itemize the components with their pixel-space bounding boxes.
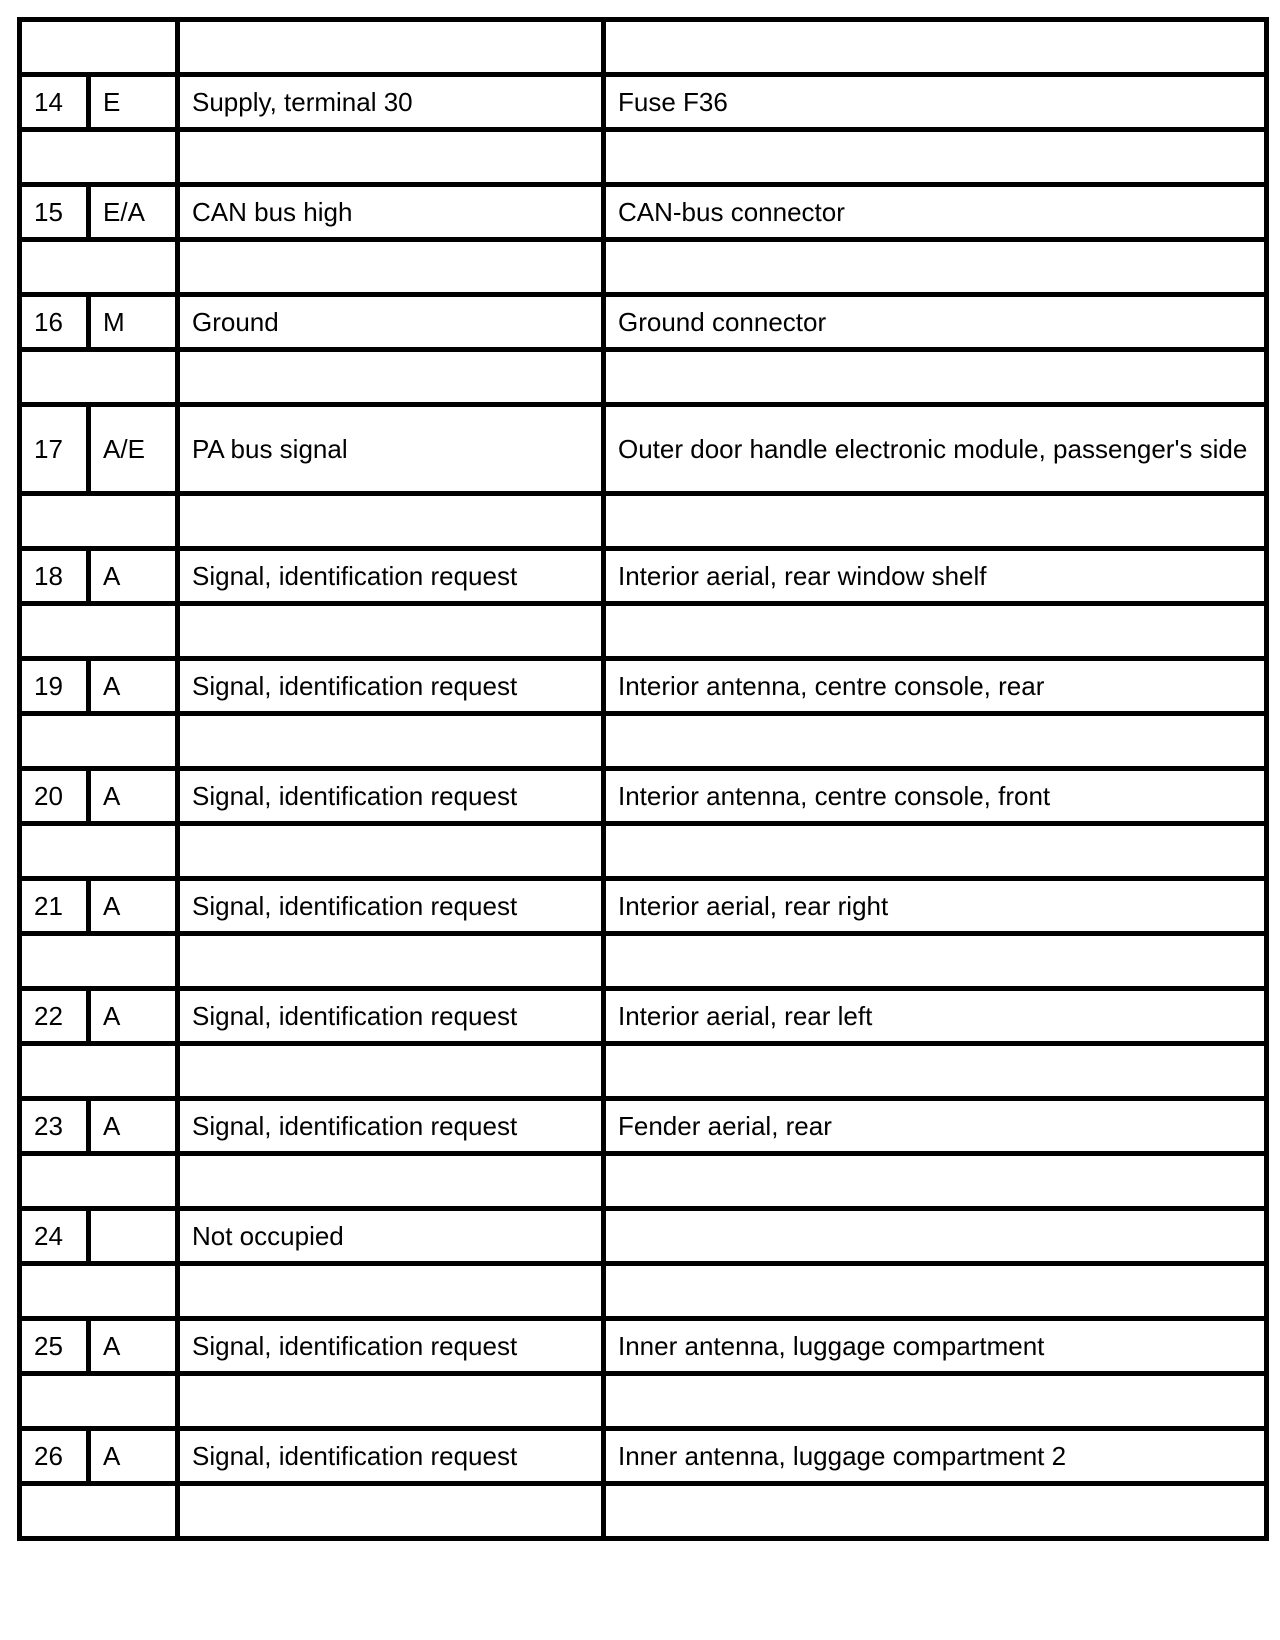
table-row — [20, 295, 1267, 350]
signal-function: Signal, identification request — [178, 989, 604, 1044]
spacer-cell — [604, 1484, 1267, 1539]
spacer-cell — [20, 1154, 178, 1209]
pin-number: 26 — [20, 1429, 89, 1484]
spacer-cell — [178, 350, 604, 405]
spacer-cell — [604, 1374, 1267, 1429]
spacer-cell — [178, 1484, 604, 1539]
spacer-cell — [604, 604, 1267, 659]
pin-number: 22 — [20, 989, 89, 1044]
spacer-row — [20, 604, 1267, 659]
table-row — [20, 1429, 1267, 1484]
spacer-cell — [178, 20, 604, 75]
table-row — [20, 75, 1267, 130]
spacer-row — [20, 130, 1267, 185]
signal-function: Signal, identification request — [178, 1429, 604, 1484]
spacer-cell — [604, 824, 1267, 879]
spacer-row — [20, 714, 1267, 769]
signal-direction: A — [89, 659, 178, 714]
signal-function: Signal, identification request — [178, 1099, 604, 1154]
signal-direction: A — [89, 1099, 178, 1154]
signal-function: Signal, identification request — [178, 879, 604, 934]
spacer-row — [20, 240, 1267, 295]
spacer-cell — [20, 604, 178, 659]
spacer-cell — [178, 824, 604, 879]
spacer-cell — [178, 1154, 604, 1209]
table-row — [20, 1319, 1267, 1374]
signal-function: PA bus signal — [178, 405, 604, 494]
pin-number: 18 — [20, 549, 89, 604]
spacer-cell — [20, 240, 178, 295]
table-row — [20, 1209, 1267, 1264]
spacer-cell — [20, 130, 178, 185]
signal-function: Signal, identification request — [178, 1319, 604, 1374]
signal-direction: M — [89, 295, 178, 350]
table-row — [20, 659, 1267, 714]
spacer-row — [20, 934, 1267, 989]
signal-direction: A — [89, 549, 178, 604]
signal-direction — [89, 1209, 178, 1264]
spacer-cell — [20, 714, 178, 769]
signal-function: Supply, terminal 30 — [178, 75, 604, 130]
spacer-row — [20, 20, 1267, 75]
spacer-cell — [604, 20, 1267, 75]
spacer-cell — [178, 494, 604, 549]
spacer-row — [20, 1484, 1267, 1539]
connected-to: Inner antenna, luggage compartment 2 — [604, 1429, 1267, 1484]
pin-number: 21 — [20, 879, 89, 934]
connected-to: Interior aerial, rear right — [604, 879, 1267, 934]
spacer-cell — [178, 240, 604, 295]
connected-to — [604, 1209, 1267, 1264]
pin-assignment-table — [17, 17, 1269, 1541]
spacer-cell — [20, 1264, 178, 1319]
connected-to: Inner antenna, luggage compartment — [604, 1319, 1267, 1374]
connected-to: Interior aerial, rear window shelf — [604, 549, 1267, 604]
spacer-cell — [20, 934, 178, 989]
spacer-row — [20, 494, 1267, 549]
spacer-cell — [604, 240, 1267, 295]
signal-function: Signal, identification request — [178, 659, 604, 714]
spacer-row — [20, 1374, 1267, 1429]
spacer-cell — [178, 604, 604, 659]
spacer-cell — [604, 130, 1267, 185]
spacer-cell — [604, 1264, 1267, 1319]
spacer-cell — [20, 824, 178, 879]
spacer-cell — [604, 1154, 1267, 1209]
spacer-cell — [178, 1264, 604, 1319]
table-row — [20, 405, 1267, 494]
signal-direction: A — [89, 769, 178, 824]
spacer-cell — [178, 1374, 604, 1429]
spacer-row — [20, 350, 1267, 405]
spacer-cell — [20, 20, 178, 75]
pin-number: 25 — [20, 1319, 89, 1374]
spacer-cell — [604, 714, 1267, 769]
connected-to: Interior antenna, centre console, rear — [604, 659, 1267, 714]
spacer-cell — [604, 350, 1267, 405]
signal-direction: A/E — [89, 405, 178, 494]
spacer-cell — [20, 350, 178, 405]
table-row — [20, 185, 1267, 240]
signal-function: CAN bus high — [178, 185, 604, 240]
pin-number: 15 — [20, 185, 89, 240]
table-row — [20, 989, 1267, 1044]
spacer-row — [20, 1044, 1267, 1099]
pin-number: 19 — [20, 659, 89, 714]
signal-function: Signal, identification request — [178, 549, 604, 604]
spacer-cell — [604, 494, 1267, 549]
pin-number: 17 — [20, 405, 89, 494]
spacer-cell — [20, 1044, 178, 1099]
connected-to: CAN-bus connector — [604, 185, 1267, 240]
spacer-cell — [20, 494, 178, 549]
spacer-cell — [178, 714, 604, 769]
table-row — [20, 769, 1267, 824]
connected-to: Outer door handle electronic module, passenger's side — [604, 405, 1267, 494]
signal-direction: A — [89, 879, 178, 934]
pin-number: 20 — [20, 769, 89, 824]
spacer-cell — [178, 934, 604, 989]
table-row — [20, 549, 1267, 604]
spacer-cell — [20, 1484, 178, 1539]
pin-number: 16 — [20, 295, 89, 350]
connected-to: Fender aerial, rear — [604, 1099, 1267, 1154]
signal-function: Signal, identification request — [178, 769, 604, 824]
spacer-row — [20, 1264, 1267, 1319]
signal-direction: E — [89, 75, 178, 130]
table-row — [20, 879, 1267, 934]
connected-to: Interior antenna, centre console, front — [604, 769, 1267, 824]
signal-direction: A — [89, 1319, 178, 1374]
spacer-cell — [178, 1044, 604, 1099]
signal-function: Ground — [178, 295, 604, 350]
pin-number: 24 — [20, 1209, 89, 1264]
connected-to: Ground connector — [604, 295, 1267, 350]
spacer-cell — [20, 1374, 178, 1429]
signal-direction: A — [89, 1429, 178, 1484]
spacer-cell — [604, 934, 1267, 989]
pin-number: 23 — [20, 1099, 89, 1154]
table-body — [20, 20, 1267, 1539]
spacer-row — [20, 1154, 1267, 1209]
pin-number: 14 — [20, 75, 89, 130]
signal-direction: A — [89, 989, 178, 1044]
spacer-cell — [604, 1044, 1267, 1099]
signal-direction: E/A — [89, 185, 178, 240]
connected-to: Fuse F36 — [604, 75, 1267, 130]
signal-function: Not occupied — [178, 1209, 604, 1264]
spacer-row — [20, 824, 1267, 879]
spacer-cell — [178, 130, 604, 185]
connected-to: Interior aerial, rear left — [604, 989, 1267, 1044]
table-row — [20, 1099, 1267, 1154]
